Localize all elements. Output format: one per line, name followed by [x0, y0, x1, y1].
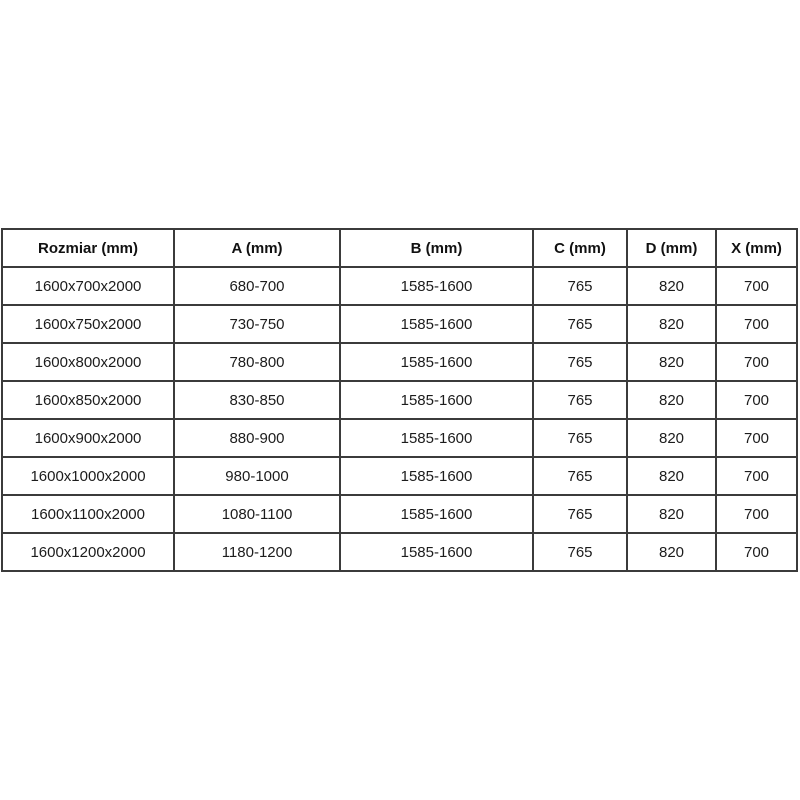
table-cell: 820	[627, 457, 716, 495]
column-header-c: C (mm)	[533, 229, 627, 267]
table-cell: 765	[533, 343, 627, 381]
table-cell: 820	[627, 533, 716, 571]
table-cell: 765	[533, 381, 627, 419]
table-cell: 820	[627, 267, 716, 305]
table-cell: 1585-1600	[340, 305, 533, 343]
spec-table	[1, 228, 798, 572]
table-cell: 700	[716, 419, 797, 457]
table-row	[2, 533, 797, 571]
table-cell: 980-1000	[174, 457, 340, 495]
table-row	[2, 495, 797, 533]
table-row	[2, 419, 797, 457]
table-cell: 830-850	[174, 381, 340, 419]
table-cell: 1585-1600	[340, 495, 533, 533]
table-cell: 765	[533, 495, 627, 533]
column-header-x: X (mm)	[716, 229, 797, 267]
table-cell: 1600x750x2000	[2, 305, 174, 343]
table-cell: 1600x850x2000	[2, 381, 174, 419]
table-cell: 820	[627, 381, 716, 419]
table-cell: 700	[716, 267, 797, 305]
table-cell: 1600x900x2000	[2, 419, 174, 457]
table-cell: 1585-1600	[340, 267, 533, 305]
table-cell: 1600x1100x2000	[2, 495, 174, 533]
column-header-a: A (mm)	[174, 229, 340, 267]
table-row	[2, 457, 797, 495]
table-cell: 1180-1200	[174, 533, 340, 571]
table-cell: 765	[533, 305, 627, 343]
table-header-row	[2, 229, 797, 267]
table-cell: 730-750	[174, 305, 340, 343]
table-cell: 1600x800x2000	[2, 343, 174, 381]
table-cell: 820	[627, 419, 716, 457]
table-cell: 1585-1600	[340, 419, 533, 457]
column-header-rozmiar: Rozmiar (mm)	[2, 229, 174, 267]
table-cell: 765	[533, 457, 627, 495]
table-row	[2, 305, 797, 343]
table-cell: 1600x1200x2000	[2, 533, 174, 571]
table-row	[2, 381, 797, 419]
table-cell: 780-800	[174, 343, 340, 381]
table-row	[2, 343, 797, 381]
table-cell: 1585-1600	[340, 533, 533, 571]
table-cell: 700	[716, 343, 797, 381]
table-cell: 765	[533, 267, 627, 305]
table-cell: 820	[627, 343, 716, 381]
table-cell: 1080-1100	[174, 495, 340, 533]
table-row	[2, 267, 797, 305]
column-header-d: D (mm)	[627, 229, 716, 267]
column-header-b: B (mm)	[340, 229, 533, 267]
table-cell: 1585-1600	[340, 457, 533, 495]
table-cell: 820	[627, 305, 716, 343]
table-cell: 1585-1600	[340, 381, 533, 419]
dimensions-spec-table	[1, 228, 796, 572]
table-cell: 1585-1600	[340, 343, 533, 381]
table-cell: 880-900	[174, 419, 340, 457]
table-cell: 700	[716, 533, 797, 571]
table-cell: 765	[533, 419, 627, 457]
table-cell: 1600x1000x2000	[2, 457, 174, 495]
table-cell: 765	[533, 533, 627, 571]
table-cell: 820	[627, 495, 716, 533]
table-cell: 700	[716, 381, 797, 419]
table-cell: 700	[716, 495, 797, 533]
table-cell: 700	[716, 457, 797, 495]
table-cell: 680-700	[174, 267, 340, 305]
table-cell: 700	[716, 305, 797, 343]
table-cell: 1600x700x2000	[2, 267, 174, 305]
